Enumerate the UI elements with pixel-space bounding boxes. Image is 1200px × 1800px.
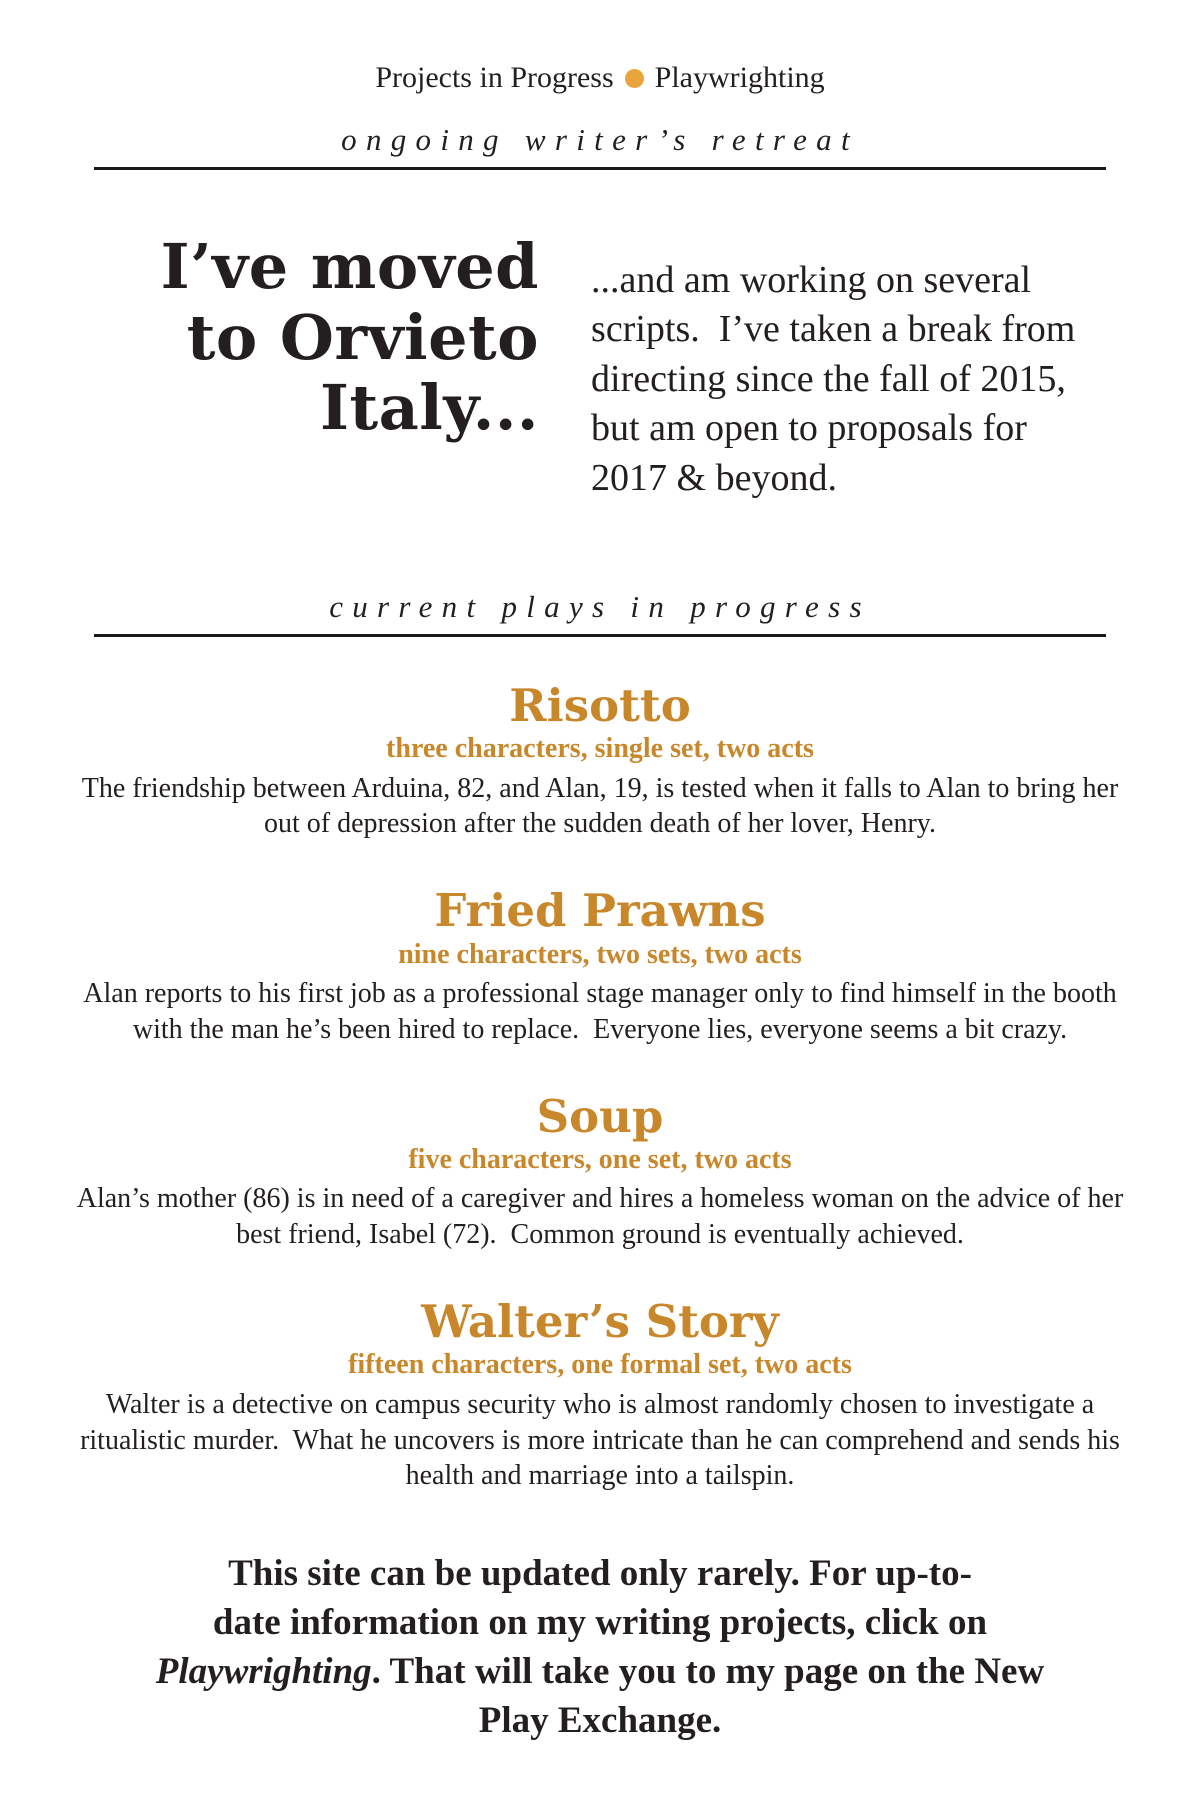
play-description: Alan’s mother (86) is in need of a caregiver and hires a homeless woman on the advice of her best friend, Isabel (72). Common ground is eventually achieved. bbox=[76, 1183, 1131, 1251]
hero-paragraph: ...and am working on several scripts. I’ve taken a break from directing since the fall of 2015, but am open to proposals for 2017 & beyond. bbox=[591, 259, 1085, 499]
note-line: Play Exchange. bbox=[478, 1699, 722, 1741]
play-section-fried-prawns bbox=[0, 886, 1200, 1047]
play-description: Alan reports to his first job as a professional stage manager only to find himself in the booth with the man he’s been hired to replace. Everyone lies, everyone seems a bit crazy. bbox=[83, 977, 1124, 1045]
play-title: Risotto bbox=[509, 678, 691, 732]
orange-dot-icon bbox=[625, 69, 644, 88]
play-subtitle: nine characters, two sets, two acts bbox=[398, 938, 802, 970]
play-subtitle: five characters, one set, two acts bbox=[408, 1144, 792, 1176]
nav-link-projects-in-progress[interactable]: Projects in Progress bbox=[375, 61, 614, 94]
retreat-section-header: ongoing writer’s retreat bbox=[341, 122, 859, 157]
hero-section bbox=[92, 216, 1108, 503]
note-line: . That will take you to my page on the New bbox=[371, 1650, 1045, 1692]
plays-section-header: current plays in progress bbox=[329, 588, 871, 624]
play-subtitle: fifteen characters, one formal set, two acts bbox=[348, 1349, 852, 1381]
play-section-risotto bbox=[0, 678, 1200, 842]
play-section-walters-story bbox=[0, 1294, 1200, 1494]
play-section-soup bbox=[0, 1089, 1200, 1253]
play-title: Soup bbox=[536, 1089, 664, 1143]
header-divider bbox=[94, 167, 1106, 170]
site-update-note bbox=[40, 1550, 1160, 1745]
note-line: date information on my writing projects, click on bbox=[212, 1601, 988, 1643]
play-title: Walter’s Story bbox=[421, 1294, 779, 1348]
play-description: Walter is a detective on campus security who is almost randomly chosen to investigate a ritualistic murder. What he uncovers is more intricate than he can comprehend and sends his health and marriage into a tailspin. bbox=[80, 1388, 1127, 1492]
hero-title-line: I’ve moved bbox=[160, 230, 540, 303]
hero-title-line: to Orvieto bbox=[186, 300, 540, 374]
note-line: This site can be updated only rarely. For up-to- bbox=[228, 1553, 972, 1595]
top-nav bbox=[0, 60, 1200, 96]
hero-title bbox=[92, 216, 539, 444]
hero-title-line: Italy... bbox=[319, 371, 540, 445]
nav-link-playwrighting[interactable]: Playwrighting bbox=[654, 61, 825, 94]
playwrighting-link[interactable]: Playwrighting bbox=[155, 1650, 372, 1692]
play-description: The friendship between Arduina, 82, and Alan, 19, is tested when it falls to Alan to bring her out of depression after the sudden death of her lover, Henry. bbox=[81, 772, 1126, 840]
plays-divider bbox=[94, 634, 1106, 637]
play-subtitle: three characters, single set, two acts bbox=[386, 733, 814, 765]
play-title: Fried Prawns bbox=[434, 884, 766, 938]
